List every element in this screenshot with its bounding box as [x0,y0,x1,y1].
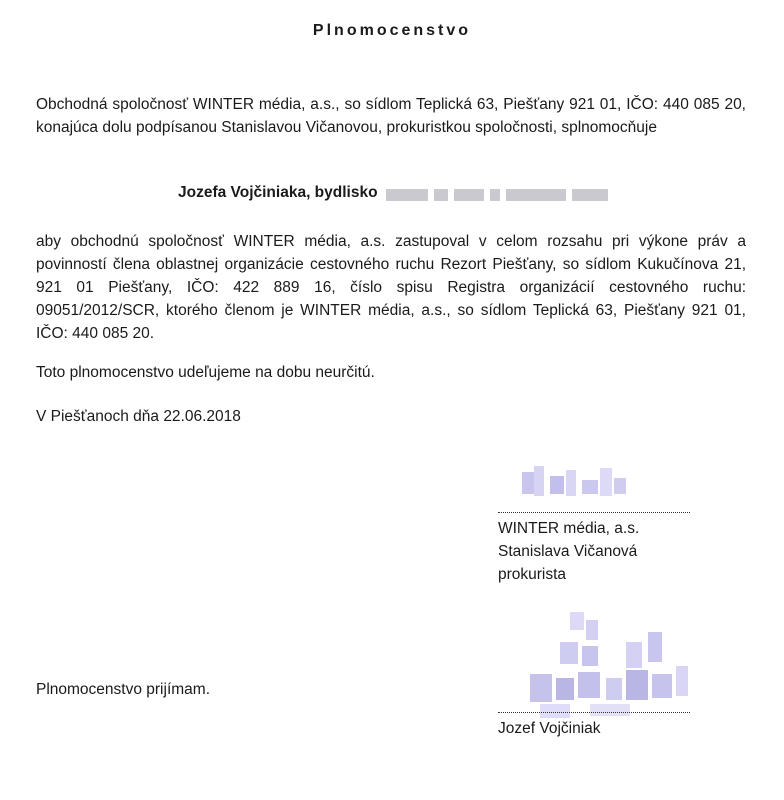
signature-image-grantor [520,462,630,506]
addressee-line [178,184,614,202]
acceptance-text: Plnomocenstvo prijímam. [36,681,211,698]
addressee-name: Jozefa Vojčiniaka, bydlisko [178,184,378,201]
signature-block-attorney [498,712,698,740]
signatory-company: WINTER média, a.s. [498,520,640,537]
signatory-role: prokurista [498,566,567,583]
scope-paragraph: aby obchodnú spoločnosť WINTER média, a.s. zastupoval v celom rozsahu pri výkone práv a povinností člena oblastnej organizácie cestovného ruchu Rezort Piešťany, so sídlom Kukučínova 21, 921 01 Piešťany, IČO: 422 889 16, číslo spisu Registra organizácií cestovného ruchu: 09051/2012/SCR, ktorého členom je WINTER média, a.s., so sídlom Teplická 63, Piešťany 921 01, IČO: 440 085 20. [36,233,746,342]
intro-paragraph: Obchodná spoločnosť WINTER média, a.s., so sídlom Teplická 63, Piešťany 921 01, IČO: 440 085 20, konajúca dolu podpísanou Stanislavou Vičanovou, prokuristkou spoločnosti, splnomocňuje [36,96,746,136]
signature-line [498,712,690,713]
document-title: Plnomocenstvo [312,22,472,39]
place-date: V Piešťanoch dňa 22.06.2018 [36,408,241,425]
attorney-name: Jozef Vojčiniak [498,720,601,737]
duration-paragraph: Toto plnomocenstvo udeľujeme na dobu neurčitú. [36,364,375,381]
signatory-name: Stanislava Vičanová [498,543,638,560]
signature-block-grantor [498,512,698,586]
signature-line [498,512,690,513]
signature-image-attorney [530,612,690,722]
redacted-address [386,186,614,200]
